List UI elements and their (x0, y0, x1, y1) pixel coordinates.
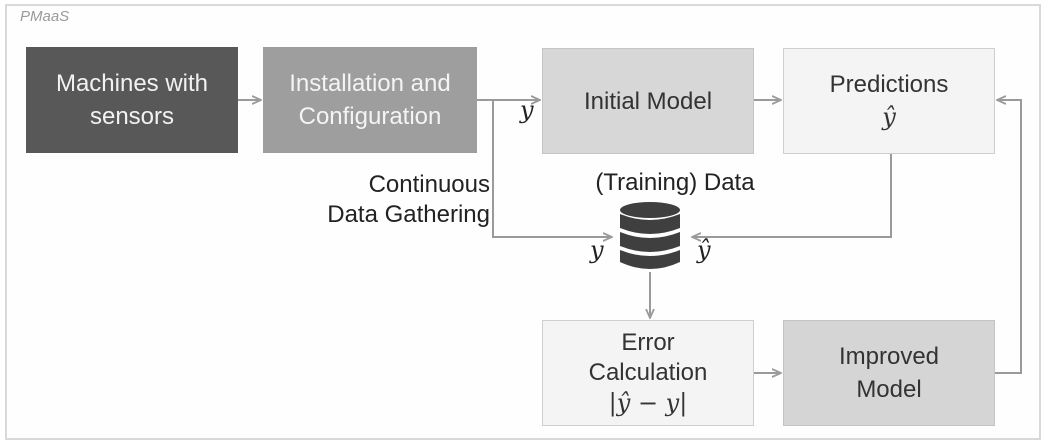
training-data-label: (Training) Data (595, 169, 755, 196)
y-variable-to-data: y (590, 236, 604, 264)
y-variable-to-initial: y (520, 96, 534, 124)
continuous-data-gathering-label (300, 170, 490, 230)
predictions-symbol: ŷ (882, 103, 896, 131)
installation-line-1: Installation and (289, 70, 451, 97)
predictions-node (783, 48, 995, 154)
machines-node (26, 47, 238, 153)
installation-node (263, 47, 477, 153)
continuous-line-1: Continuous (368, 171, 490, 198)
installation-line-2: Configuration (298, 103, 442, 130)
yhat-variable-to-data: ŷ (697, 236, 711, 264)
database-icon (620, 202, 680, 269)
improved-model-node (783, 320, 995, 426)
frame-label: PMaaS (20, 8, 70, 25)
improved-line-2: Model (856, 376, 922, 403)
error-line-2: Calculation (588, 359, 708, 386)
initial-model-label: Initial Model (583, 87, 713, 115)
error-formula: |ŷ − y| (608, 389, 688, 417)
predictions-label: Predictions (829, 71, 949, 98)
machines-line-2: sensors (89, 103, 175, 130)
improved-line-1: Improved (838, 343, 940, 370)
machines-line-1: Machines with (55, 70, 209, 97)
arrow-improved-to-predictions (995, 100, 1021, 373)
error-line-1: Error (621, 329, 675, 356)
initial-model-node (542, 48, 754, 154)
continuous-line-2: Data Gathering (327, 201, 490, 228)
error-calculation-node (542, 320, 754, 426)
